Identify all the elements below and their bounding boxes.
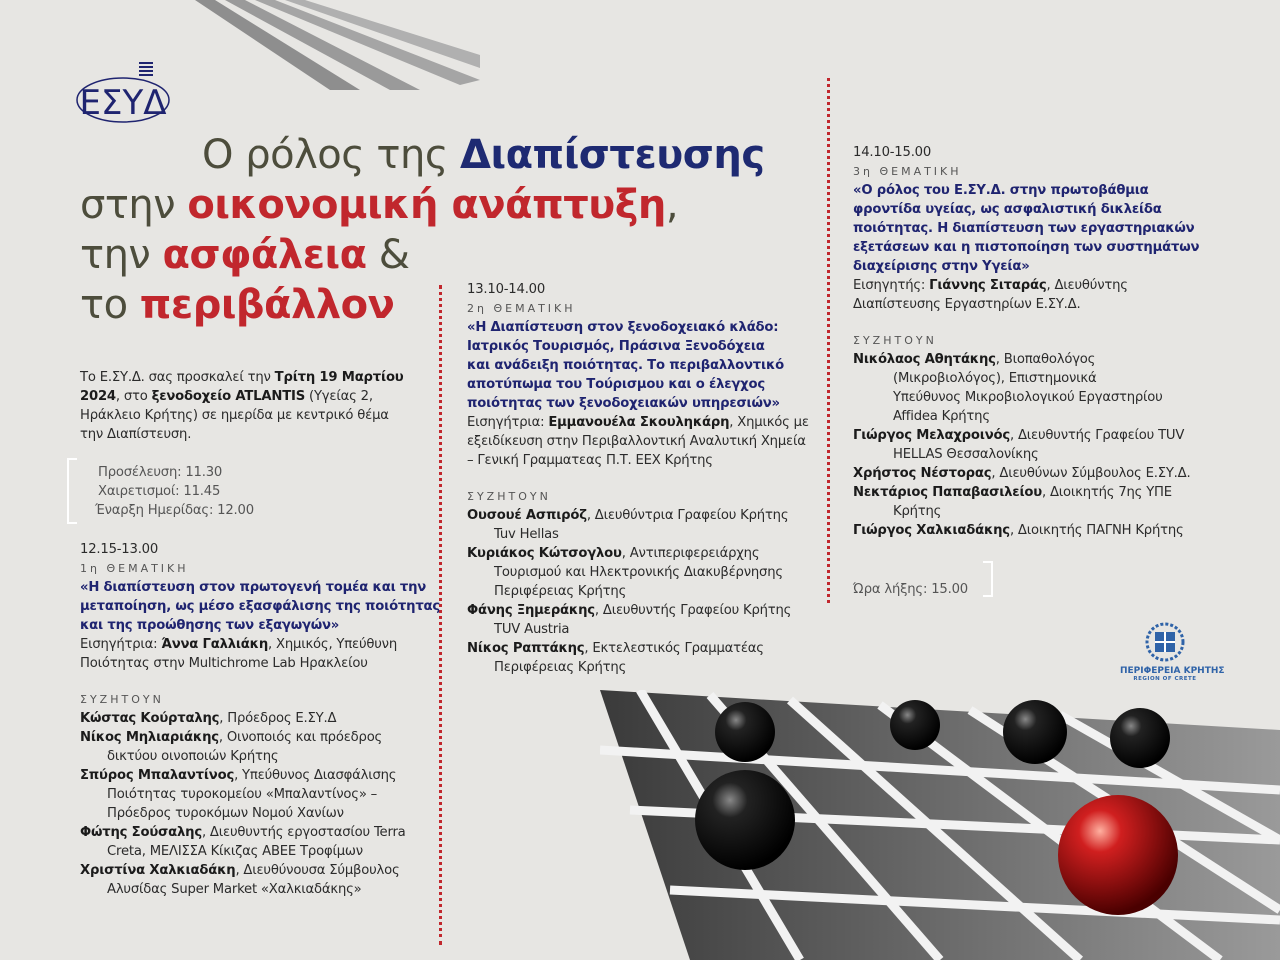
bracket-decoration [67, 458, 77, 524]
text: , Διευθύνων Σύμβουλος Ε.ΣΥ.Δ. [991, 466, 1191, 481]
text: , Διοικητής ΠΑΓΝΗ Κρήτης [1009, 523, 1184, 538]
session-time: 14.10-15.00 [853, 145, 932, 160]
text: Creta, ΜΕΛΙΣΣΑ Κίκιζας ΑΒΕΕ Τροφίμων [107, 844, 363, 859]
text: Εμμανουέλα Σκουληκάρη [548, 415, 730, 430]
text-line [80, 861, 440, 880]
text: ΕΣΥΔ [79, 83, 167, 123]
text: Υπεύθυνος Μικροβιολογικού Εργαστηρίου [893, 390, 1163, 405]
session-label: 3η ΘΕΜΑΤΙΚΗ [853, 165, 962, 178]
text-line [80, 180, 765, 230]
text: Affidea Κρήτης [893, 409, 990, 424]
text: «Ο ρόλος του Ε.ΣΥ.Δ. στην πρωτοβάθμια [853, 183, 1149, 198]
title-text: Ο ρόλος της [202, 132, 461, 178]
panel-list [467, 506, 809, 677]
text-line [853, 521, 1199, 540]
text: , Διευθυντής Γραφείου Κρήτης [594, 603, 792, 618]
text: Περιφέρειας Κρήτης [494, 584, 627, 599]
text: TUV Austria [494, 622, 570, 637]
text-line [853, 483, 1199, 502]
text: φροντίδα υγείας, ως ασφαλιστική δικλείδα [853, 202, 1162, 217]
text: Αλυσίδας Super Market «Χαλκιαδάκης» [107, 882, 362, 897]
text-line [80, 823, 440, 842]
text: ποιότητας των ξενοδοχειακών υπηρεσιών» [467, 396, 780, 411]
text-line [467, 601, 809, 620]
top-stripes-decoration [190, 0, 480, 95]
text-line [853, 426, 1199, 445]
text: δικτύου οινοποιών Κρήτης [107, 749, 279, 764]
schedule [95, 463, 254, 520]
intro-text [80, 368, 404, 444]
title-text: , [665, 182, 679, 228]
text: Διαπίστευσης Εργαστηρίων Ε.ΣΥ.Δ. [853, 297, 1081, 312]
text: εξειδίκευση στην Περιβαλλοντική Αναλυτική Χημεία [467, 434, 806, 449]
session-3 [853, 143, 1199, 540]
text: Άννα Γαλλιάκη [161, 637, 269, 652]
text: ΣΥΖΗΤΟΥΝ [853, 334, 937, 347]
text: Νικόλαος Αθητάκης [853, 352, 996, 367]
text: Κυριάκος Κώτσογλου [467, 546, 622, 561]
region-emblem-icon [1143, 622, 1187, 662]
text: , Χημικός με [729, 415, 809, 430]
text: και ανάδειξη ποιότητας. Το περιβαλλοντικό [467, 358, 784, 373]
text: , Διευθυντής Γραφείου TUV [1009, 428, 1185, 443]
text: , Πρόεδρος Ε.ΣΥ.Δ [219, 711, 337, 726]
text: Tuv Hellas [494, 527, 559, 542]
text: Χρήστος Νέστορας [853, 466, 992, 481]
text: 2024 [80, 389, 116, 404]
text-line [80, 130, 765, 180]
text-line [80, 766, 440, 785]
region-crete-logo [1120, 622, 1225, 682]
text-line [80, 635, 440, 654]
session-label: 1η ΘΕΜΑΤΙΚΗ [80, 562, 189, 575]
text-line [853, 276, 1199, 295]
bracket-decoration [983, 561, 993, 597]
text: , Διευθύντης [1046, 278, 1128, 293]
panel-list [80, 709, 440, 899]
title-text: το [80, 282, 140, 328]
text: Τρίτη 19 Μαρτίου [274, 370, 404, 385]
esyd-logo [75, 62, 175, 128]
text: (Μικροβιολόγος), Επιστημονικά [893, 371, 1097, 386]
text: Κρήτης [893, 504, 942, 519]
session-time: 12.15-13.00 [80, 542, 159, 557]
text: ΠΕΡΙΦΕΡΕΙΑ ΚΡΗΤΗΣ [1120, 666, 1225, 676]
text: Έναρξη Ημερίδας: 12.00 [95, 503, 254, 518]
text-line [853, 350, 1199, 369]
session-time: 13.10-14.00 [467, 282, 546, 297]
title-highlight: περιβάλλον [139, 282, 395, 328]
text: , Χημικός, Υπεύθυνη [268, 637, 398, 652]
text: (Υγείας 2, [305, 389, 373, 404]
session-2 [467, 280, 809, 677]
text: Προσέλευση: 11.30 [98, 465, 223, 480]
text: Ουσουέ Ασπιρόζ [467, 508, 587, 523]
text: Νεκτάριος Παπαβασιλείου [853, 485, 1042, 500]
text: Εισηγήτρια: [80, 637, 162, 652]
title-text: & [366, 232, 410, 278]
text: , Βιοπαθολόγος [995, 352, 1096, 367]
text: Νίκος Μηλιαριάκης [80, 730, 219, 745]
text: διαχείρισης στην Υγεία» [853, 259, 1030, 274]
text: REGION OF CRETE [1133, 676, 1197, 682]
text: Ποιότητας τυροκομείου «Μπαλαντίνος» – [107, 787, 378, 802]
text: Σπύρος Μπαλαντίνος [80, 768, 235, 783]
session-1 [80, 540, 440, 899]
text: ξενοδοχείο ATLANTIS [151, 389, 306, 404]
text: Τουρισμού και Ηλεκτρονικής Διακυβέρνησης [494, 565, 783, 580]
text: Περιφέρειας Κρήτης [494, 660, 627, 675]
text: ΣΥΖΗΤΟΥΝ [80, 693, 164, 706]
text-line [80, 728, 440, 747]
text: ΣΥΖΗΤΟΥΝ [467, 490, 551, 503]
text-line [467, 506, 809, 525]
text-line [80, 368, 404, 387]
text: Το Ε.ΣΥ.Δ. σας προσκαλεί την [80, 370, 275, 385]
text: , Διευθυντής εργοστασίου Terra [201, 825, 406, 840]
text: Κώστας Κούρταλης [80, 711, 220, 726]
text: «Η Διαπίστευση στον ξενοδοχειακό κλάδο: [467, 320, 779, 335]
text: Φώτης Σούσαλης [80, 825, 202, 840]
text-line [467, 544, 809, 563]
spheres-decoration [600, 690, 1280, 960]
text: , Αντιπεριφερειάρχης [621, 546, 760, 561]
panel-list [853, 350, 1199, 540]
text: Γιώργος Μελαχροινός [853, 428, 1010, 443]
end-time: Ώρα λήξης: 15.00 [853, 582, 968, 597]
column-divider [827, 78, 830, 603]
title-highlight: οικονομική ανάπτυξη [187, 182, 666, 228]
text: Ποιότητας στην Multichrome Lab Ηρακλείου [80, 656, 368, 671]
text: – Γενική Γραμματεας Π.Τ. ΕΕΧ Κρήτης [467, 453, 713, 468]
text: Φάνης Ξημεράκης [467, 603, 595, 618]
text-line [80, 387, 404, 406]
text: Ιατρικός Τουρισμός, Πράσινα Ξενοδόχεια [467, 339, 765, 354]
text: , στο [115, 389, 152, 404]
text-line [467, 639, 809, 658]
title-text: την [80, 232, 163, 278]
text: , Διευθύντρια Γραφείου Κρήτης [586, 508, 789, 523]
text: HELLAS Θεσσαλονίκης [893, 447, 1039, 462]
title-highlight: ασφάλεια [162, 232, 367, 278]
title-text: στην [80, 182, 188, 228]
text: Εισηγητής: [853, 278, 930, 293]
text: Πρόεδρος τυροκόμων Νομού Χανίων [107, 806, 344, 821]
text: , Υπεύθυνος Διασφάλισης [234, 768, 397, 783]
text: «Η διαπίστευση στον πρωτογενή τομέα και την [80, 580, 427, 595]
text: μεταποίηση, ως μέσο εξασφάλισης της ποιότητας [80, 599, 441, 614]
text: Ηράκλειο Κρήτης) σε ημερίδα με κεντρικό θέμα [80, 408, 389, 423]
text: Εισηγήτρια: [467, 415, 549, 430]
text: , Οινοποιός και πρόεδρος [218, 730, 383, 745]
text: , Διοικητής 7ης ΥΠΕ [1041, 485, 1172, 500]
text: Νίκος Ραπτάκης [467, 641, 585, 656]
text: εξετάσεων και η πιστοποίηση των συστημάτων [853, 240, 1200, 255]
text: την Διαπίστευση. [80, 427, 192, 442]
text: Χαιρετισμοί: 11.45 [98, 484, 221, 499]
text: Χριστίνα Χαλκιαδάκη [80, 863, 236, 878]
session-label: 2η ΘΕΜΑΤΙΚΗ [467, 302, 576, 315]
text: ποιότητας. Η διαπίστευση των εργαστηριακών [853, 221, 1195, 236]
text: αποτύπωμα του Τούρισμου και ο έλεγχος [467, 377, 765, 392]
text: Γιώργος Χαλκιαδάκης [853, 523, 1010, 538]
title-highlight: Διαπίστευσης [460, 132, 765, 178]
text: , Διευθύνουσα Σύμβουλος [235, 863, 400, 878]
text: και της προώθησης των εξαγωγών» [80, 618, 340, 633]
text-line [467, 413, 809, 432]
text: , Εκτελεστικός Γραμματέας [584, 641, 764, 656]
text: Γιάννης Σιταράς [929, 278, 1047, 293]
text-line [80, 230, 765, 280]
text-line [853, 464, 1199, 483]
text-line [80, 709, 440, 728]
